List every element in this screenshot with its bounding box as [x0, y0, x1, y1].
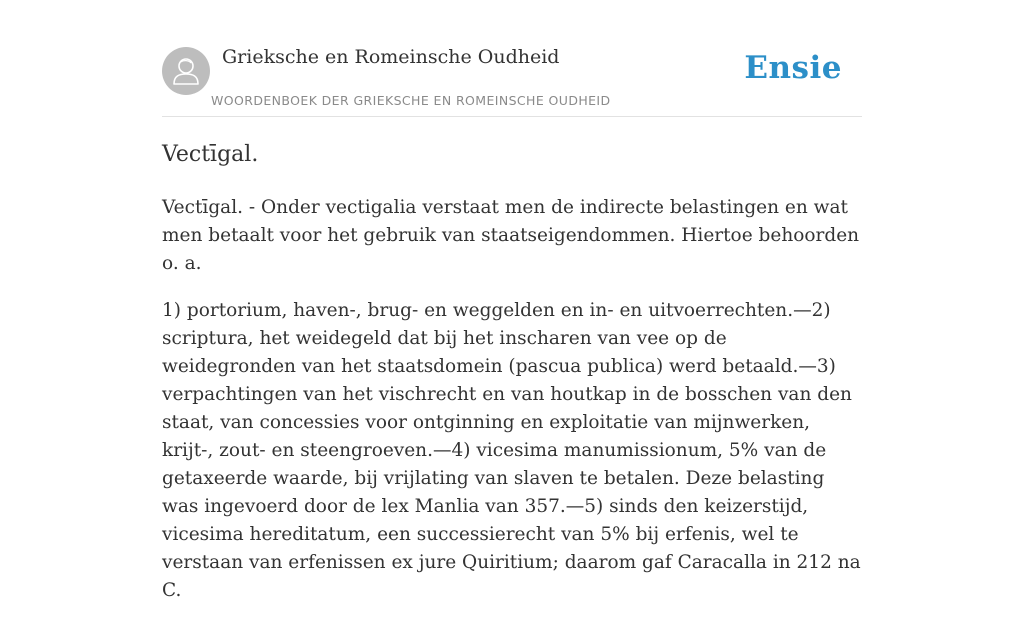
entry-title: Vectīgal.	[162, 142, 259, 167]
ensie-logo[interactable]: Ensie	[744, 50, 842, 86]
entry-paragraph-list: 1) portorium, haven-, brug- en weggelden en in- en uitvoerrechten.—2) scriptura, het weidegeld dat bij het inscharen van vee op de weidegronden van het staatsdomein (pascua publica) werd betaald.—3) verpachtingen van het vischrecht en van houtkap in de bosschen van den staat, van concessies voor ontginning en exploitatie van mijnwerken, krijt-, zout- en steengroeven.—4) vicesima manumissionum, 5% van de getaxeerde waarde, bij vrijlating van slaven te betalen. Deze belasting was ingevoerd door de lex Manlia van 357.—5) sinds den keizerstijd, vicesima hereditatum, een successierecht van 5% bij erfenis, wel te verstaan van erfenissen ex jure Quiritium; daarom gaf Caracalla in 212 na C.	[162, 300, 861, 601]
user-avatar-icon[interactable]	[162, 47, 210, 95]
entry-content	[162, 136, 862, 624]
entry-paragraph-intro: Vectīgal. - Onder vectigalia verstaat men de indirecte belastingen en wat men betaalt voor het gebruik van staatseigendommen. Hiertoe behoorden o. a.	[162, 197, 860, 274]
book-header	[162, 40, 862, 117]
book-title-link[interactable]: Grieksche en Romeinsche Oudheid	[222, 46, 560, 68]
book-subtitle: WOORDENBOEK DER GRIEKSCHE EN ROMEINSCHE OUDHEID	[211, 93, 611, 108]
